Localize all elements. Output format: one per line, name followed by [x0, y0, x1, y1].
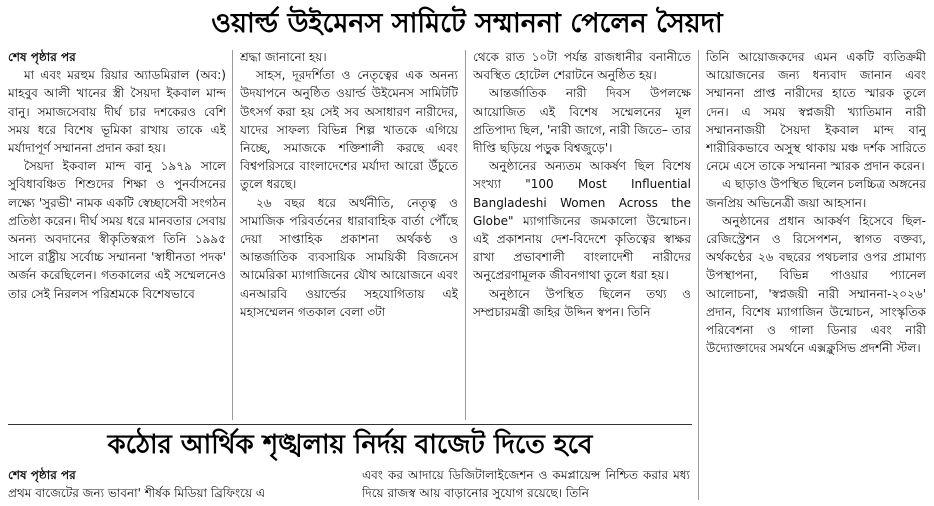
article-column-1 [8, 48, 226, 420]
article-column-3 [473, 48, 691, 420]
paragraph: অনুষ্ঠানের অন্যতম আকর্ষণ ছিল বিশেষ সংখ্যা "100 Most Influential Bangladeshi Women Across the Globe" ম্যাগাজিনের জমকালো উন্মোচন। এই প্রকাশনায় দেশ-বিদেশে কৃতিত্বের স্বাক্ষর রাখা প্রভাবশালী বাংলাদেশী নারীদের অনুপ্রেরণামূলক জীবনগাথা তুলে ধরা হয়। [473, 159, 691, 283]
paragraph: তিনি আয়োজকদের এমন একটি ব্যতিক্রমী আয়োজনের জন্য ধন্যবাদ জানান এবং সম্মাননা প্রাপ্ত নারীদের হাতে স্মারক তুলে দেন। এ সময় স্বপ্নজয়ী খ্যাতিমান নারী সম্মাননাজয়ী সৈয়দা ইকবাল মান্দ বানু শারীরিকভাবে অসুস্থ থাকায় মঞ্চ দর্শক সারিতে নেমে এসে তাকে সম্মাননা স্মারক প্রদান করেন। [706, 50, 926, 174]
paragraph: অনুষ্ঠানের প্রধান আকর্ষণ হিসেবে ছিল- রেজিস্ট্রেশন ও রিসেপশন, স্বাগত বক্তব্য, অর্থকণ্ঠের ২৬ বছরের পথচলার ওপর প্রামাণ্য উপস্থাপনা, বিভিন্ন পাওয়ার প্যানেল আলোচনা, 'স্বপ্নজয়ী নারী সম্মাননা-২০২৬' প্রদান, বিশেষ ম্যাগাজিন উন্মোচন, সাংস্কৃতিক পরিবেশনা ও গালা ডিনার এবং নারী উদ্যোক্তাদের সমর্থনে এক্সক্লুসিভ প্রদর্শনী স্টল। [706, 213, 926, 356]
column-divider [232, 50, 233, 420]
paragraph: অনুষ্ঠানে উপস্থিত ছিলেন তথ্য ও সম্প্রচারমন্ত্রী জহির উদ্দিন স্বপন। তিনি [473, 286, 691, 319]
section-divider [8, 424, 692, 425]
article-headline: ওয়ার্ল্ড উইমেনস সামিটে সম্মাননা পেলেন সৈয়দা [211, 8, 723, 39]
paragraph: ২৬ বছর ধরে অর্থনীতি, নেতৃত্ব ও সামাজিক পরিবর্তনের ধারাবাহিক বার্তা পৌঁছে দেয়া সাপ্তাহিক প্রকাশনা অর্থকণ্ঠ ও আন্তর্জাতিক ব্যবসায়িক সাময়িকী বিজনেস আমেরিকা ম্যাগাজিনের যৌথ আয়োজনে এবং এনআরবি ওয়ার্ল্ডের সহযোগিতায় এই মহাসম্মেলন গতকাল বেলা ৩টা [240, 195, 458, 319]
paragraph: এবং কর আদায়ে ডিজিটালাইজেশন ও কমপ্লায়েন্স নিশ্চিত করার মধ্য দিয়ে রাজস্ব আয় বাড়ানোর সুযোগ রয়েছে। তিনি [362, 468, 690, 501]
continuation-tag: শেষ পৃষ্ঠার পর [8, 50, 76, 64]
paragraph: আন্তর্জাতিক নারী দিবস উপলক্ষে আয়োজিত এই বিশেষ সম্মেলনের মূল প্রতিপাদ্য ছিল, 'নারী জাগে, নারী জিতে– তার দীপ্তি ছড়িয়ে পড়ুক বিশ্বজুড়ে'। [473, 86, 691, 156]
article-column-4 [706, 48, 926, 500]
article-column-2 [240, 48, 458, 420]
paragraph: থেকে রাত ১০টা পর্যন্ত রাজধানীর বনানীতে অবস্থিত হোটেল শেরাটনে অনুষ্ঠিত হয়। [473, 50, 691, 83]
paragraph: শ্রদ্ধা জানানো হয়। [240, 50, 327, 64]
second-article-column-2 [362, 466, 690, 506]
paragraph: মা এবং মরহুম রিয়ার অ্যাডমিরাল (অব:) মাহবুব আলী খানের স্ত্রী সৈয়দা ইকবাল মান্দ বানু। সমাজসেবায় দীর্ঘ চার দশকেরও বেশি সময় ধরে বিশেষ ভূমিকা রাখায় তাকে এই মর্যাদাপূর্ণ সম্মাননা প্রদান করা হয়। [8, 68, 226, 156]
second-article-column-1 [8, 466, 338, 506]
paragraph: সৈয়দা ইকবাল মান্দ বানু ১৯৭৯ সালে সুবিধাবঞ্চিত শিশুদের শিক্ষা ও পুনর্বাসনের লক্ষ্যে 'সুরভী' নামক একটি স্বেচ্ছাসেবী সংগঠন প্রতিষ্ঠা করেন। দীর্ঘ সময় ধরে মানবতার সেবায় অনন্য অবদানের স্বীকৃতিস্বরূপ তিনি ১৯৯৫ সালে রাষ্ট্রীয় সর্বোচ্চ সম্মাননা 'স্বাধীনতা পদক' অর্জন করেছিলেন। গতকালের এই সম্মেলনেও তার সেই নিরলস পরিশ্রমকে বিশেষভাবে [8, 159, 226, 301]
column-divider [465, 50, 466, 420]
second-article-headline: কঠোর আর্থিক শৃঙ্খলায় নির্দয় বাজেট দিতে হবে [107, 430, 593, 460]
continuation-tag: শেষ পৃষ্ঠার পর [8, 468, 76, 482]
paragraph: প্রথম বাজেটের জন্য ভাবনা' শীর্ষক মিডিয়া ব্রিফিংয়ে এ [8, 486, 266, 501]
paragraph: সাহস, দূরদর্শিতা ও নেতৃত্বের এক অনন্য উদযাপনে অনুষ্ঠিত ওয়ার্ল্ড উইমেনস সামিটটি উৎসর্গ করা হয় সেই সব অসাধারণ নারীদের, যাদের সাফল্য বিভিন্ন শিল্প খাতকে এগিয়ে নিচ্ছে, সমাজকে শক্তিশালী করছে এবং বিশ্বপরিসরে বাংলাদেশের মর্যাদা আরো উঁচুতে তুলে ধরছে। [240, 68, 458, 192]
paragraph: এ ছাড়াও উপস্থিত ছিলেন চলচ্চিত্র অঙ্গনের জনপ্রিয় অভিনেত্রী জয়া আহসান। [706, 177, 926, 210]
